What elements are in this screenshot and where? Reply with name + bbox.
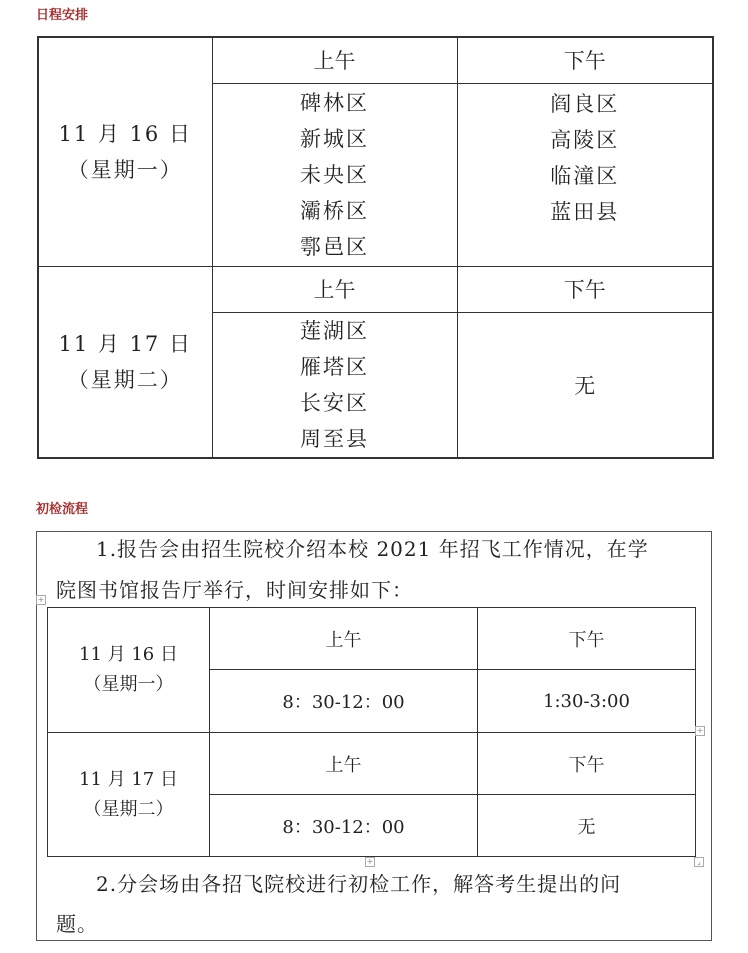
schedule-weekday: （星期二）: [67, 367, 183, 392]
time-weekday: （星期一）: [83, 674, 174, 695]
schedule-date-cell: [38, 37, 212, 266]
time-header-pm: 下午: [478, 733, 696, 795]
district: 无: [574, 373, 596, 398]
schedule-table: [37, 36, 714, 459]
time-header-pm: 下午: [478, 608, 696, 670]
time-table: [47, 607, 696, 857]
schedule-header-pm: 下午: [457, 37, 713, 83]
paragraph-1-line-2: 院图书馆报告厅举行，时间安排如下：: [56, 578, 413, 602]
time-date: 11 月 17 日: [79, 768, 178, 790]
schedule-am-cell: [212, 83, 457, 266]
district: 未央区: [300, 162, 369, 187]
table-move-handle-icon[interactable]: +: [37, 595, 45, 604]
schedule-date-cell: [38, 266, 212, 458]
district: 碑林区: [300, 90, 369, 115]
paragraph-2-line-1: 2.分会场由各招飞院校进行初检工作，解答考生提出的问: [96, 872, 622, 896]
schedule-am-cell: [212, 312, 457, 458]
paragraph-1-line-1: 1.报告会由招生院校介绍本校 2021 年招飞工作情况，在学: [96, 537, 649, 561]
schedule-weekday: （星期一）: [67, 157, 183, 182]
district: 雁塔区: [300, 354, 369, 379]
time-date-cell: [48, 733, 210, 857]
schedule-date: 11 月 17 日: [58, 331, 192, 356]
schedule-date: 11 月 16 日: [58, 121, 192, 146]
time-am-value: 8：30-12：00: [210, 795, 478, 857]
paragraph-2-line-2: 题。: [56, 912, 98, 936]
schedule-pm-cell: [457, 312, 713, 458]
schedule-heading: 日程安排: [36, 8, 89, 23]
time-pm-value: 无: [478, 795, 696, 857]
inspection-heading: 初检流程: [36, 502, 89, 517]
resize-handle-icon[interactable]: ⌟: [694, 857, 704, 867]
district: 高陵区: [550, 127, 620, 152]
district: 长安区: [300, 390, 369, 415]
schedule-header-am: 上午: [212, 37, 457, 83]
district: 临潼区: [550, 163, 620, 188]
schedule-pm-cell: [457, 83, 713, 266]
time-date: 11 月 16 日: [79, 644, 178, 665]
time-header-am: 上午: [210, 733, 478, 795]
time-pm-value: 1:30-3:00: [478, 670, 696, 733]
district: 鄠邑区: [300, 234, 369, 259]
schedule-header-am: 上午: [212, 266, 457, 312]
time-weekday: （星期二）: [83, 798, 174, 820]
district: 阎良区: [550, 91, 620, 116]
add-column-handle-icon[interactable]: +: [696, 726, 704, 735]
district: 灞桥区: [300, 198, 369, 223]
time-header-am: 上午: [210, 608, 478, 670]
district: 蓝田县: [550, 199, 620, 224]
time-am-value: 8：30-12：00: [210, 670, 478, 733]
schedule-header-pm: 下午: [457, 266, 713, 312]
add-row-handle-icon[interactable]: +: [366, 857, 374, 866]
district: 莲湖区: [300, 318, 369, 343]
district: 周至县: [300, 426, 369, 451]
time-date-cell: [48, 608, 210, 733]
district: 新城区: [300, 126, 369, 151]
